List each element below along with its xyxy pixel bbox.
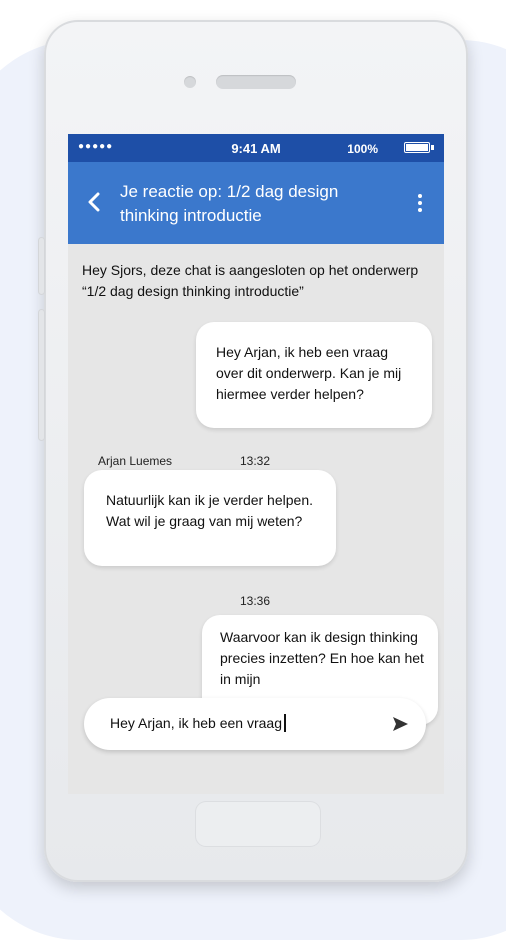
send-icon[interactable] — [390, 714, 410, 734]
message-text: Natuurlijk kan ik je verder helpen. Wat wil je graag van mij weten? — [106, 492, 313, 529]
text-caret — [284, 714, 286, 732]
more-vert-icon[interactable] — [408, 188, 432, 218]
status-bar — [68, 134, 444, 162]
message-composer[interactable] — [84, 698, 426, 750]
message-input-value: Hey Arjan, ik heb een vraag — [110, 715, 282, 731]
message-text: Hey Arjan, ik heb een vraag over dit onderwerp. Kan je mij hiermee verder helpen? — [216, 344, 402, 402]
home-button[interactable] — [196, 802, 320, 846]
page-title: Je reactie op: 1/2 dag design thinking introductie — [120, 182, 339, 225]
volume-down-button — [39, 310, 44, 440]
chat-info-text: Hey Sjors, deze chat is aangesloten op het onderwerp “1/2 dag design thinking introductie” — [82, 262, 419, 299]
chevron-left-icon[interactable] — [76, 184, 112, 220]
message-timestamp: 13:32 — [240, 454, 271, 468]
volume-up-button — [39, 238, 44, 294]
app-bar — [68, 162, 444, 244]
message-timestamp: 13:36 — [240, 594, 271, 608]
incoming-message — [84, 470, 336, 566]
message-input[interactable] — [110, 714, 286, 732]
phone-screen — [68, 134, 444, 794]
message-sender: Arjan Luemes — [98, 454, 173, 468]
front-camera — [184, 76, 196, 88]
battery-percent: 100% — [347, 142, 378, 156]
signal-strength-icon: ●●●●● — [78, 141, 114, 152]
earpiece-speaker — [216, 75, 296, 89]
status-time: 9:41 AM — [231, 141, 281, 156]
battery-icon — [404, 142, 430, 153]
outgoing-message — [196, 322, 432, 428]
message-text: Waarvoor kan ik design thinking precies inzetten? En hoe kan het in mijn — [220, 629, 424, 687]
